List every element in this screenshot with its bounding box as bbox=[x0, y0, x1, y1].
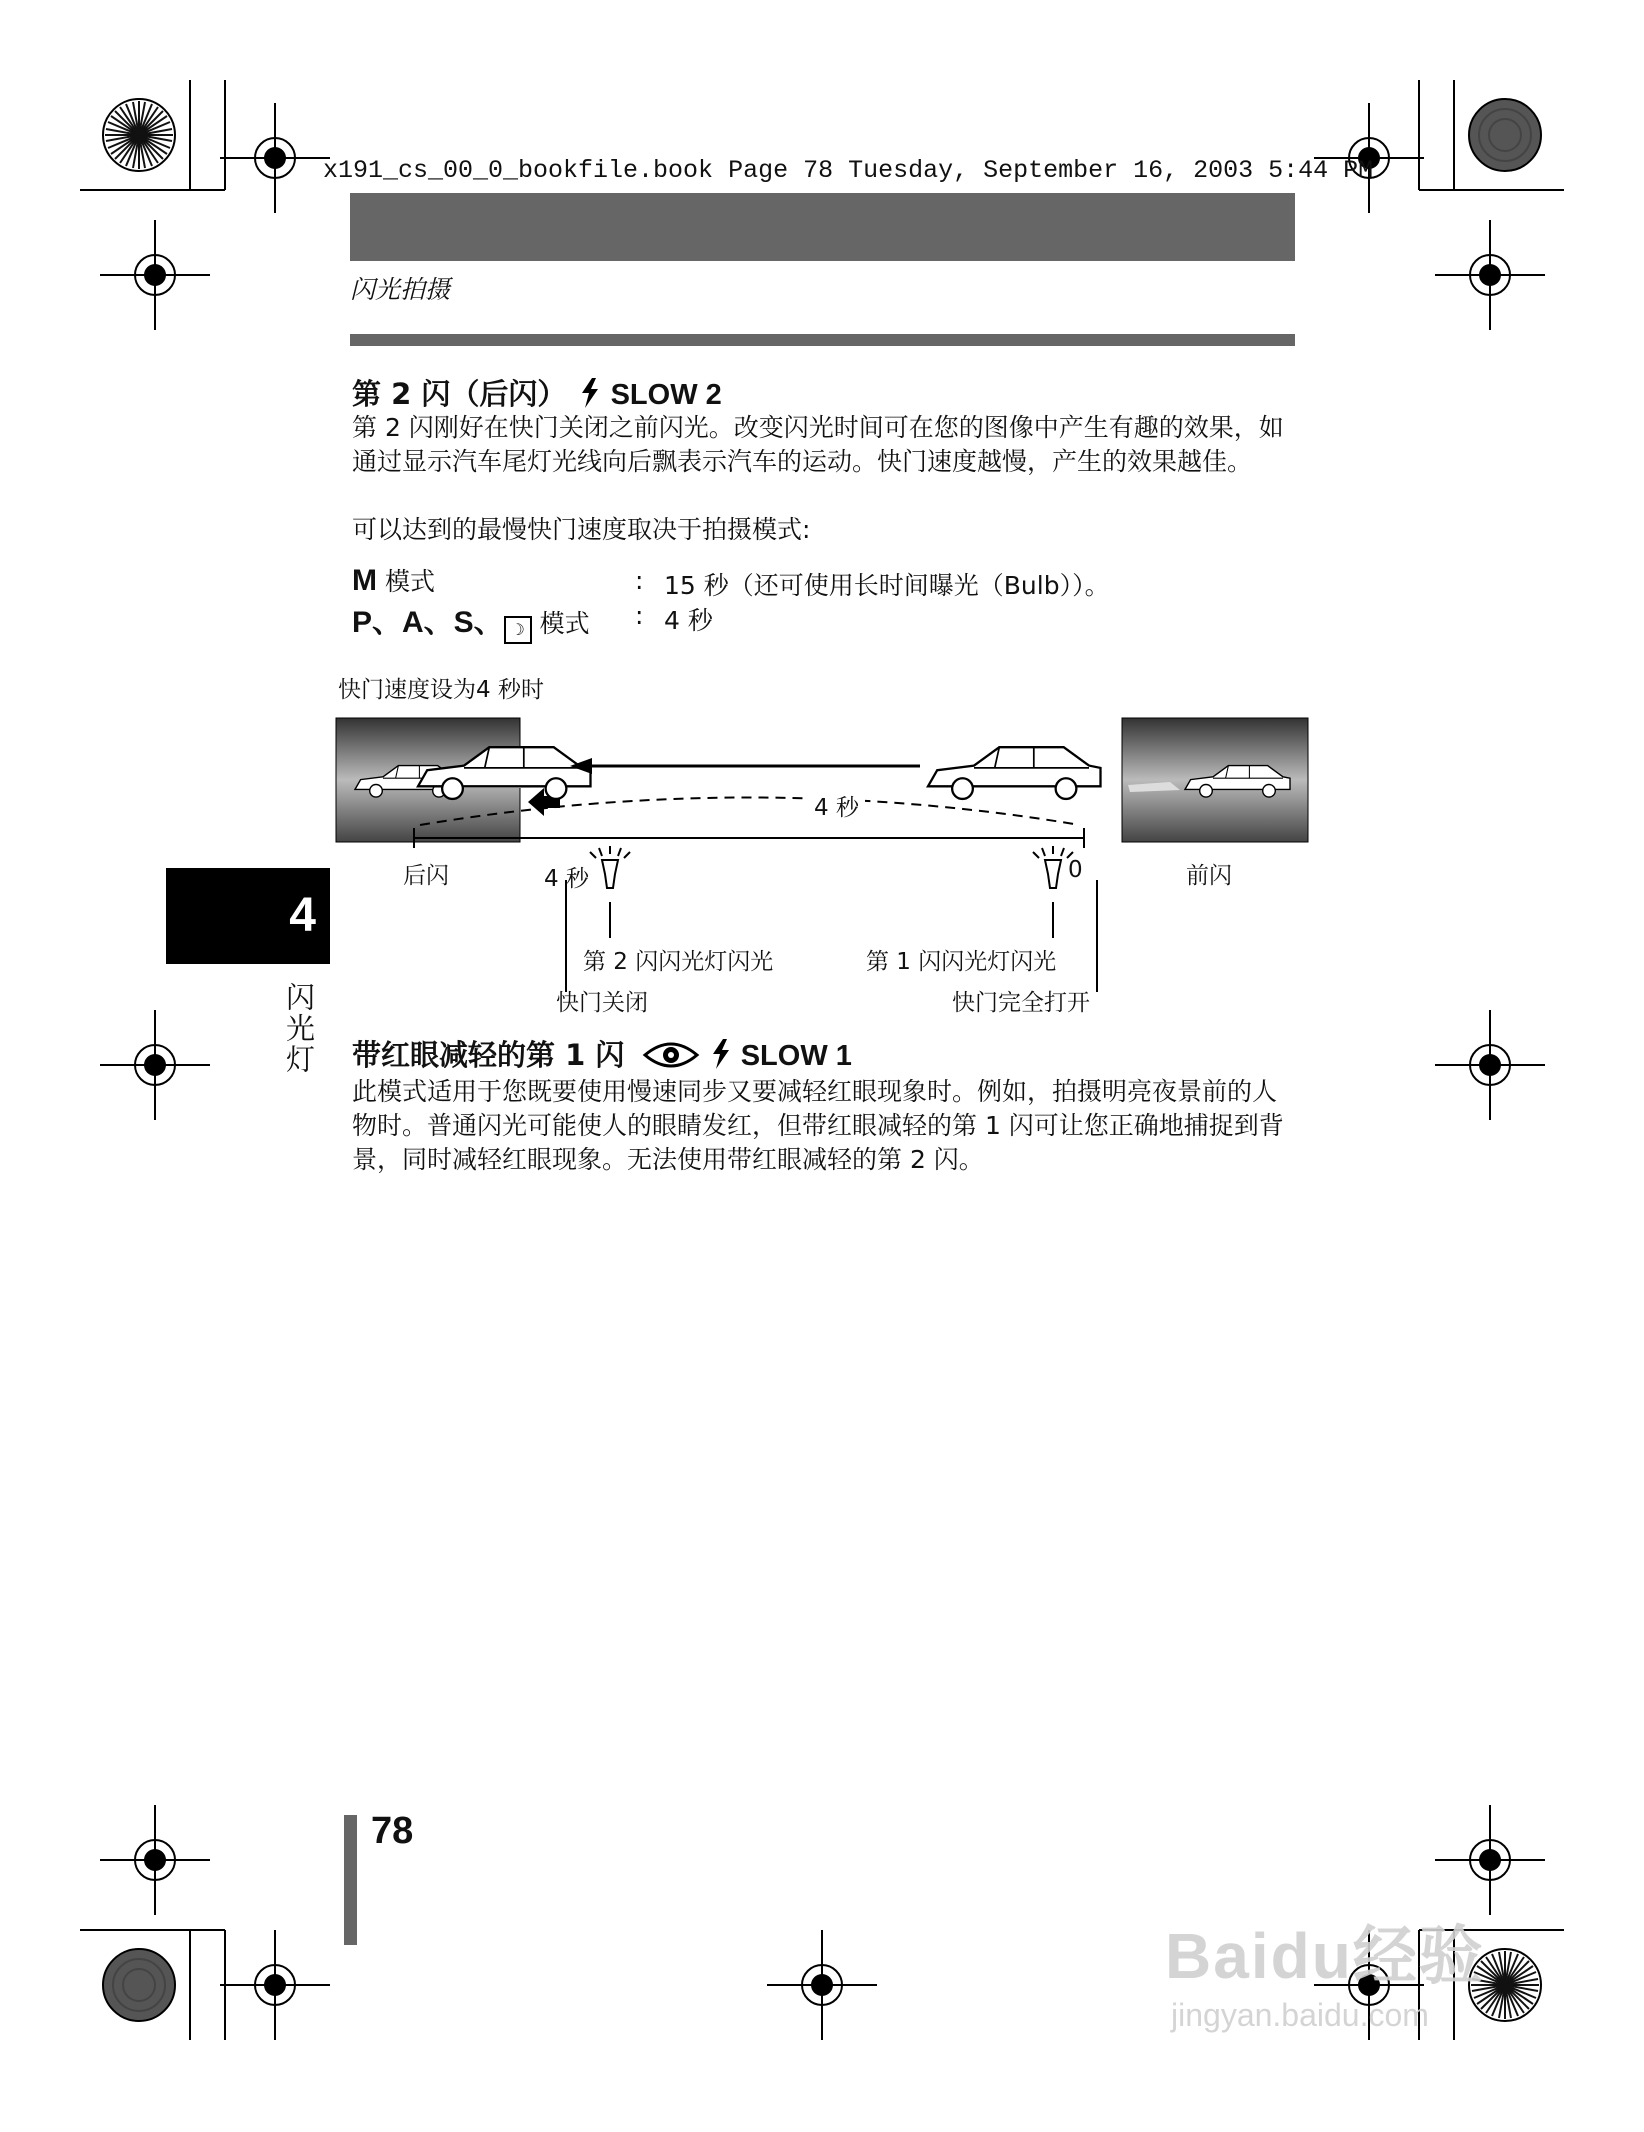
watermark-brand: Baidu经验 bbox=[1165, 1920, 1485, 1992]
flash-icon bbox=[711, 1039, 731, 1069]
heading-second-curtain-text: 第 2 闪（后闪） bbox=[352, 377, 567, 411]
flash-lamp-icon-second bbox=[590, 846, 630, 888]
page-number-bar bbox=[344, 1815, 357, 1945]
flash-icon bbox=[580, 378, 600, 408]
paragraph-second-curtain: 第 2 闪刚好在快门关闭之前闪光。改变闪光时间可在您的图像中产生有趣的效果，如通过显示汽车尾灯光线向后飘表示汽车的运动。快门速度越慢，产生的效果越佳。 bbox=[352, 413, 1284, 476]
right-time-label: 0 bbox=[1068, 857, 1083, 883]
header-band bbox=[350, 193, 1295, 261]
heading-red-eye-slow1 bbox=[352, 1033, 852, 1074]
header-rule bbox=[350, 334, 1295, 346]
mode-row-m-value: 15 秒（还可使用长时间曝光（Bulb））。 bbox=[664, 571, 1110, 600]
section-label: 闪光拍摄 bbox=[350, 275, 451, 304]
baidu-watermark bbox=[1165, 1905, 1485, 2034]
mode-row-pas-colon: : bbox=[635, 601, 644, 630]
photo-right-label: 前闪 bbox=[1186, 863, 1232, 889]
red-eye-icon bbox=[642, 1039, 700, 1071]
watermark-url: jingyan.baidu.com bbox=[1171, 1997, 1429, 2033]
mode-row-m-colon: : bbox=[635, 566, 644, 595]
diagram-caption: 快门速度设为4 秒时 bbox=[338, 677, 544, 703]
mode-row-m bbox=[352, 562, 435, 598]
mode-row-pas-value: 4 秒 bbox=[664, 606, 713, 635]
slow1-code: SLOW 1 bbox=[740, 1040, 852, 1072]
second-flash-label: 第 2 闪闪光灯闪光 bbox=[583, 949, 774, 975]
flash-lamp-icon-first bbox=[1033, 846, 1073, 888]
car-start-icon bbox=[928, 747, 1101, 799]
chapter-number: 4 bbox=[289, 889, 316, 942]
slow2-code: SLOW 2 bbox=[610, 379, 722, 411]
duration-label: 4 秒 bbox=[808, 789, 865, 822]
photo-left-label: 后闪 bbox=[403, 863, 449, 889]
mode-row-pas-letters: P、A、S、 bbox=[352, 606, 504, 639]
chapter-title: 闪光灯 bbox=[282, 982, 316, 1075]
mode-row-m-letters: M bbox=[352, 564, 377, 597]
paragraph-red-eye: 此模式适用于您既要使用慢速同步又要减轻红眼现象时。例如，拍摄明亮夜景前的人物时。普通闪光可能使人的眼睛发红，但带红眼减轻的第 1 闪可让您正确地捕捉到背景，同时减轻红眼现象。无法使用带红眼减轻的第 2 闪。 bbox=[352, 1077, 1284, 1174]
first-flash-label: 第 1 闪闪光灯闪光 bbox=[866, 949, 1057, 975]
night-scene-icon: ☽ bbox=[504, 616, 532, 644]
mode-row-pas bbox=[352, 597, 590, 644]
heading-red-eye-text: 带红眼减轻的第 1 闪 bbox=[352, 1038, 625, 1072]
shutter-open-label: 快门完全打开 bbox=[952, 990, 1090, 1016]
print-header: x191_cs_00_0_bookfile.book Page 78 Tuesday, September 16, 2003 5:44 PM bbox=[323, 156, 1374, 185]
shutter-closed-label: 快门关闭 bbox=[556, 990, 648, 1016]
heading-second-curtain bbox=[352, 372, 722, 413]
left-time-label: 4 秒 bbox=[544, 866, 589, 892]
chapter-tab bbox=[166, 868, 330, 964]
mode-row-m-label: 模式 bbox=[377, 567, 435, 596]
page-number: 78 bbox=[371, 1810, 414, 1852]
mode-row-pas-label: 模式 bbox=[531, 609, 590, 638]
flash-timing-diagram bbox=[330, 710, 1315, 1020]
paragraph-slowest-speed: 可以达到的最慢快门速度取决于拍摄模式: bbox=[352, 515, 811, 544]
